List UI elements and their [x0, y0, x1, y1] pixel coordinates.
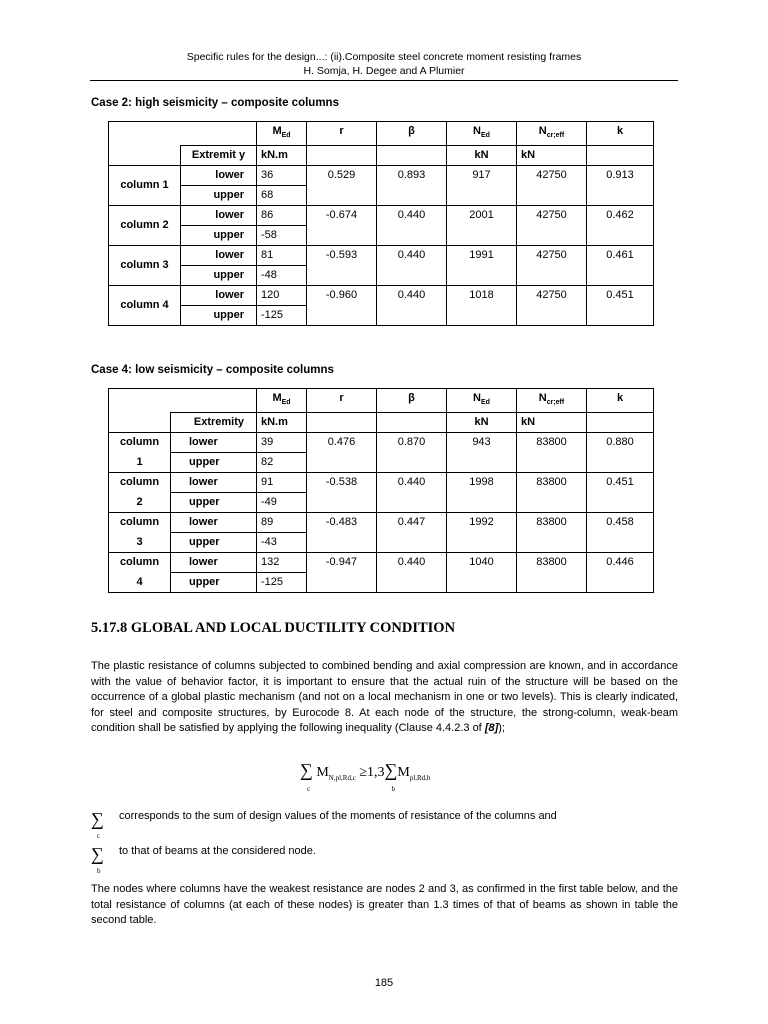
- table-row: column 3 lower 81 -0.593 0.440 1991 42750 0.461: [109, 246, 654, 266]
- table-row: column lower 39 0.476 0.870 943 83800 0.880: [109, 433, 654, 453]
- body-paragraph-2: The nodes where columns have the weakest resistance are nodes 2 and 3, as confirmed in the first table below, and the total resistance of columns (at each of these nodes) is greater than 1.3 times of that of beams as shown in table the second table.: [91, 883, 678, 926]
- units-row: [109, 146, 654, 166]
- column-label: column: [109, 433, 171, 453]
- extremity-header: Extremity: [171, 413, 257, 433]
- ned-header: $N_{Ed}$: [447, 122, 517, 146]
- case4-table: [108, 388, 654, 593]
- table-row: column 1 lower 36 0.529 0.893 917 42750 0.913: [109, 166, 654, 186]
- table-row: 1 upper 82: [109, 453, 654, 473]
- header-authors: H. Somja, H. Degee and A Plumier: [303, 65, 465, 77]
- extremity-upper: upper: [181, 186, 257, 206]
- column-label: column 3: [109, 246, 181, 286]
- header-row: $M_{Ed}$ r β $N_{Ed}$ $N_{cr;eff}$ k: [109, 389, 654, 413]
- table-row: upper -125: [109, 306, 654, 326]
- column-label: column 1: [109, 166, 181, 206]
- body-paragraph-1: The plastic resistance of columns subjected to combined bending and axial compression are known, and in accordance with the value of behavior factor, it is important to ensure that the actual ruin of the structure will be based on the occurrence of a global plastic mechanism (and not on a local mechanism in one or two levels). This is clearly indicated, for steel and composite structures, by Eurocode 8. At each node of the structure, the strong-column, weak-beam condition shall be satisfied by applying the following inequality (Clause 4.4.2.3 of [8]);: [91, 660, 678, 734]
- ncr-header: $N_{cr;eff}$: [517, 122, 587, 146]
- extremity-header: Extremit y: [181, 146, 257, 166]
- case2-table: [108, 121, 654, 326]
- table-row: column lower 89 -0.483 0.447 1992 83800 0.458: [109, 513, 654, 533]
- beta-header: β: [377, 122, 447, 146]
- column-number: 3: [109, 533, 171, 553]
- header-row: [109, 122, 654, 146]
- ned-units: kN: [447, 146, 517, 166]
- sum-beams-note: ∑ b to that of beams at the considered node.: [91, 844, 316, 875]
- column-number: 4: [109, 573, 171, 593]
- header-rule: [90, 80, 678, 81]
- case2-title: Case 2: high seismicity – composite columns: [91, 97, 339, 109]
- inequality-formula: ∑ c $M_{N,pl,Rd,c} \ge 1,3\sum$ b $M_{pl,Rd,b}$: [300, 760, 431, 793]
- units-row: Extremity kN.m kN kN: [109, 413, 654, 433]
- table-row: column 4 lower 120 -0.960 0.440 1018 42750 0.451: [109, 286, 654, 306]
- table-row: upper -48: [109, 266, 654, 286]
- k-header: k: [587, 122, 654, 146]
- column-number: 2: [109, 493, 171, 513]
- sum-columns-note: ∑ c corresponds to the sum of design values of the moments of resistance of the columns and: [91, 809, 557, 840]
- med-header: $M_{Ed}$: [257, 122, 307, 146]
- table-row: column lower 91 -0.538 0.440 1998 83800 0.451: [109, 473, 654, 493]
- column-number: 1: [109, 453, 171, 473]
- page-number: 185: [374, 977, 394, 989]
- running-header: [90, 50, 678, 78]
- med-units: kN.m: [257, 146, 307, 166]
- r-header: r: [307, 122, 377, 146]
- case4-title: Case 4: low seismicity – composite columns: [91, 364, 334, 376]
- sum-symbol: ∑ b: [91, 844, 104, 875]
- column-label: column 4: [109, 286, 181, 326]
- column-label: column: [109, 473, 171, 493]
- reference-link: [8]: [484, 722, 499, 734]
- column-label: column: [109, 513, 171, 533]
- table-row: 3 upper -43: [109, 533, 654, 553]
- section-title: 5.17.8 GLOBAL AND LOCAL DUCTILITY CONDITION: [91, 620, 456, 636]
- extremity-lower: lower: [181, 166, 257, 186]
- column-label: column 2: [109, 206, 181, 246]
- table-row: upper -58: [109, 226, 654, 246]
- header-title: Specific rules for the design...: (ii).Composite steel concrete moment resisting frames: [186, 51, 582, 63]
- sum-symbol: ∑ c: [91, 809, 104, 840]
- table-row: column 2 lower 86 -0.674 0.440 2001 42750 0.462: [109, 206, 654, 226]
- ncr-units: kN: [517, 146, 587, 166]
- column-label: column: [109, 553, 171, 573]
- table-row: 4 upper -125: [109, 573, 654, 593]
- table-row: 2 upper -49: [109, 493, 654, 513]
- table-row: column lower 132 -0.947 0.440 1040 83800 0.446: [109, 553, 654, 573]
- table-row: upper 68: [109, 186, 654, 206]
